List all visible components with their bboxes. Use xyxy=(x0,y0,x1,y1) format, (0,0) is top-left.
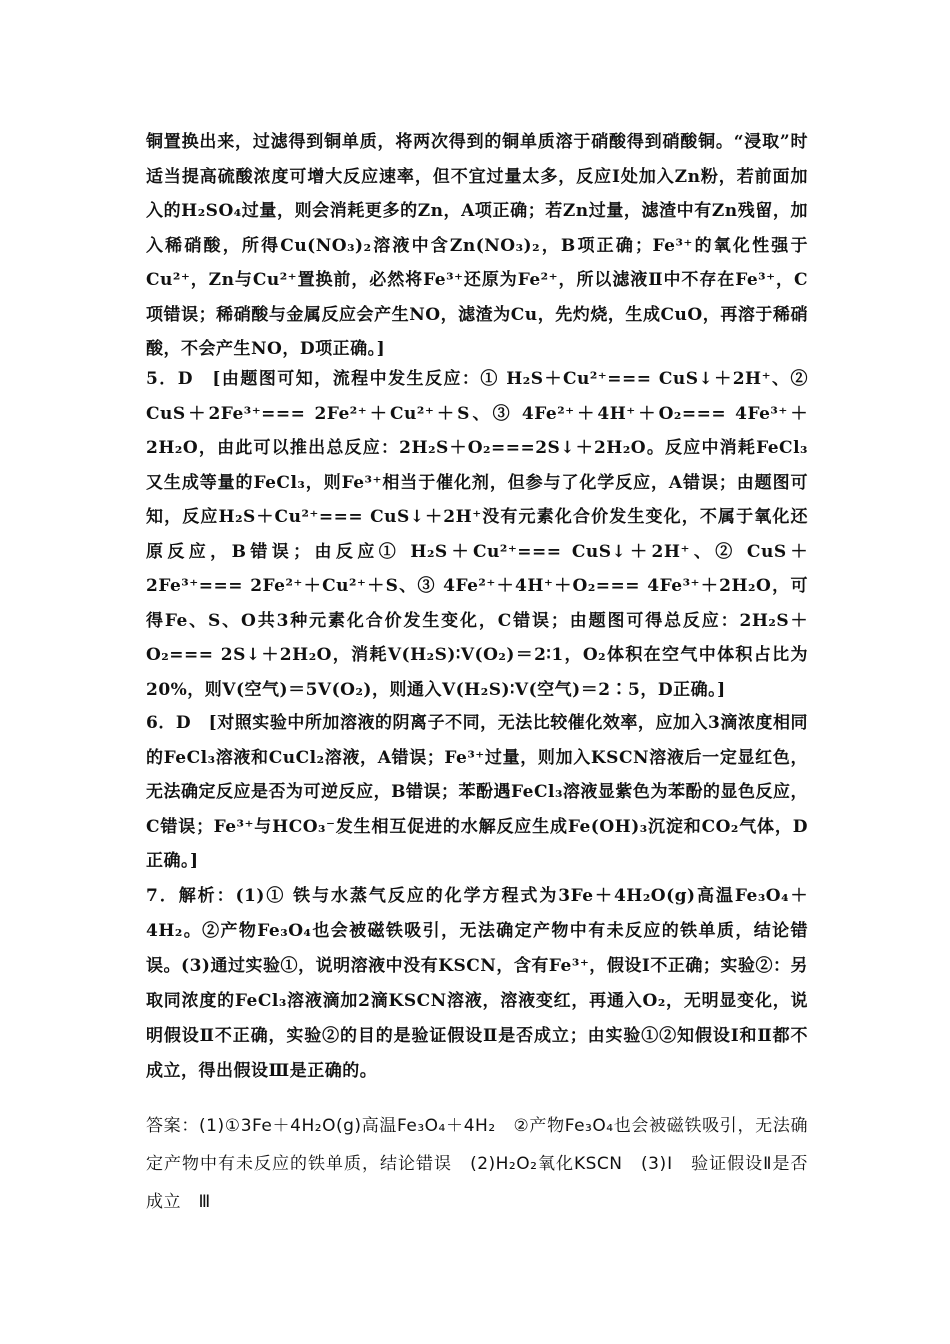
answer-paragraph: 答案：(1)①3Fe＋4H₂O(g)高温Fe₃O₄＋4H₂ ②产物Fe₃O₄也会被磁铁吸引，无法确定产物中有未反应的铁单质，结论错误 (2)H₂O₂氧化KSCN (3)Ⅰ 验证假设Ⅱ是否成立 Ⅲ xyxy=(146,1116,808,1212)
explanation-question-7 xyxy=(146,879,808,1089)
answer-question-7 xyxy=(146,1107,808,1221)
paragraph: 5．D [由题图可知，流程中发生反应：① H₂S＋Cu²⁺=== CuS↓＋2H⁺、② CuS＋2Fe³⁺=== 2Fe²⁺＋Cu²⁺＋S、③ 4Fe²⁺＋4H⁺＋O₂=== 4Fe³⁺＋2H₂O，由此可以推出总反应：2H₂S＋O₂===2S↓＋2H₂O。反应中消耗FeCl₃又生成等量的FeCl₃，则Fe³⁺相当于催化剂，但参与了化学反应，A错误；由题图可知，反应H₂S＋Cu²⁺=== CuS↓＋2H⁺没有元素化合价发生变化，不属于氧化还原反应，B错误；由反应① H₂S＋Cu²⁺=== CuS↓＋2H⁺、② CuS＋2Fe³⁺=== 2Fe²⁺＋Cu²⁺＋S、③ 4Fe²⁺＋4H⁺＋O₂=== 4Fe³⁺＋2H₂O，可得Fe、S、O共3种元素化合价发生变化，C错误；由题图可得总反应：2H₂S＋O₂=== 2S↓＋2H₂O，消耗V(H₂S)∶V(O₂)＝2∶1，O₂体积在空气中体积占比为20%，则V(空气)＝5V(O₂)，则通入V(H₂S)∶V(空气)＝2∶5，D正确。] xyxy=(146,369,808,700)
paragraph: 6．D [对照实验中所加溶液的阴离子不同，无法比较催化效率，应加入3滴浓度相同的FeCl₃溶液和CuCl₂溶液，A错误；Fe³⁺过量，则加入KSCN溶液后一定显红色，无法确定反应是否为可逆反应，B错误；苯酚遇FeCl₃溶液显紫色为苯酚的显色反应，C错误；Fe³⁺与HCO₃⁻发生相互促进的水解反应生成Fe(OH)₃沉淀和CO₂气体，D正确。] xyxy=(146,713,808,871)
explanation-question-6 xyxy=(146,706,808,879)
paragraph: 铜置换出来，过滤得到铜单质，将两次得到的铜单质溶于硝酸得到硝酸铜。“浸取”时适当提高硫酸浓度可增大反应速率，但不宜过量太多，反应Ⅰ处加入Zn粉，若前面加入的H₂SO₄过量，则会消耗更多的Zn，A项正确；若Zn过量，滤渣中有Zn残留，加入稀硝酸，所得Cu(NO₃)₂溶液中含Zn(NO₃)₂，B项正确；Fe³⁺的氧化性强于Cu²⁺，Zn与Cu²⁺置换前，必然将Fe³⁺还原为Fe²⁺，所以滤液Ⅱ中不存在Fe³⁺，C项错误；稀硝酸与金属反应会产生NO，滤渣为Cu，先灼烧，生成CuO，再溶于稀硝酸，不会产生NO，D项正确。] xyxy=(146,132,808,359)
paragraph: 7．解析：(1)① 铁与水蒸气反应的化学方程式为3Fe＋4H₂O(g)高温Fe₃O₄＋4H₂。②产物Fe₃O₄也会被磁铁吸引，无法确定产物中有未反应的铁单质，结论错误。(3)通过实验①，说明溶液中没有KSCN，含有Fe³⁺，假设Ⅰ不正确；实验②：另取同浓度的FeCl₃溶液滴加2滴KSCN溶液，溶液变红，再通入O₂，无明显变化，说明假设Ⅱ不正确，实验②的目的是验证假设Ⅱ是否成立；由实验①②知假设Ⅰ和Ⅱ都不成立，得出假设Ⅲ是正确的。 xyxy=(146,886,808,1081)
explanation-question-4-continued xyxy=(146,125,808,367)
explanation-question-5 xyxy=(146,362,808,707)
